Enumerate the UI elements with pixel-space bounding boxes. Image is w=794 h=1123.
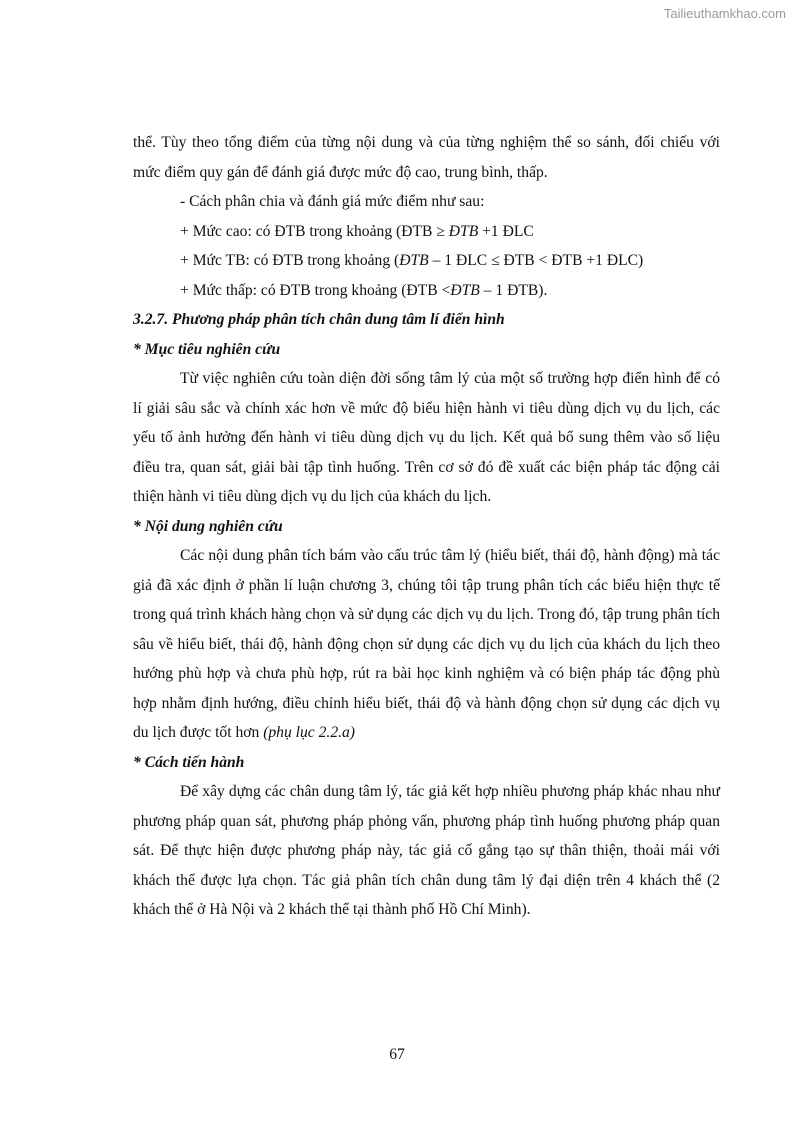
section-heading: 3.2.7. Phương pháp phân tích chân dung tâm lí điển hình [133,311,505,328]
paragraph-classification: - Cách phân chia và đánh giá mức điểm như sau: [180,193,485,210]
mean-symbol: ĐTB [448,222,479,240]
mean-symbol: ĐTB [399,252,429,269]
paragraph-content: Các nội dung phân tích bám vào cấu trúc tâm lý (hiểu biết, thái độ, hành động) mà tác giả đã xác định ở phần lí luận chương 3, chúng tôi tập trung phân tích các biểu hiện thực tế trong quá trình khách hàng chọn và sử dụng các dịch vụ du lịch. Trong đó, tập trung phân tích sâu về hiểu biết, thái độ, hành động chọn sử dụng các dịch vụ du lịch của khách du lịch theo hướng phù hợp và chưa phù hợp, rút ra bài học kinh nghiệm và có biện pháp tác động phù hợp nhằm định hướng, điều chỉnh hiểu biết, thái độ và hành động chọn sử dụng các dịch vụ du lịch được tốt hơn (phụ lục 2.2.a) [133,547,720,741]
subheading-content: * Nội dung nghiên cứu [133,517,283,535]
level-low: + Mức thấp: có ĐTB trong khoảng (ĐTB <ĐTB – 1 ĐTB). [180,281,548,299]
paragraph-intro: thể. Tùy theo tổng điểm của từng nội dung và của từng nghiệm thể so sánh, đối chiếu với mức điểm quy gán để đánh giá được mức độ cao, trung bình, thấp. [133,134,720,181]
paragraph-objectives: Từ việc nghiên cứu toàn diện đời sống tâm lý của một số trường hợp điển hình để có lí giải sâu sắc và chính xác hơn về mức độ biểu hiện hành vi tiêu dùng dịch vụ du lịch, các yếu tố ảnh hưởng đến hành vi tiêu dùng dịch vụ du lịch. Kết quả bổ sung thêm vào số liệu điều tra, quan sát, giải bài tập tình huống. Trên cơ sở đó đề xuất các biện pháp tác động cải thiện hành vi tiêu dùng dịch vụ du lịch của khách du lịch. [133,370,720,505]
subheading-objectives: * Mục tiêu nghiên cứu [133,340,281,358]
level-medium: + Mức TB: có ĐTB trong khoảng (ĐTB – 1 ĐLC ≤ ĐTB < ĐTB +1 ĐLC) [180,252,644,269]
page-number: 67 [389,1046,405,1063]
watermark: Tailieuthamkhao.com [663,6,786,21]
document-body [133,128,720,925]
appendix-reference: (phụ lục 2.2.a) [263,724,355,741]
level-high: + Mức cao: có ĐTB trong khoảng (ĐTB ≥ ĐTB +1 ĐLC [180,222,534,240]
paragraph-procedure: Để xây dựng các chân dung tâm lý, tác giả kết hợp nhiều phương pháp khác nhau như phương pháp quan sát, phương pháp phỏng vấn, phương pháp tình huống phương pháp quan sát. Để thực hiện được phương pháp này, tác giả cố gắng tạo sự thân thiện, thoải mái với khách thể được lựa chọn. Tác giả phân tích chân dung tâm lý đại diện trên 4 khách thể (2 khách thể ở Hà Nội và 2 khách thể tại thành phố Hồ Chí Minh). [133,783,720,918]
mean-symbol: ĐTB [450,281,480,299]
subheading-procedure: * Cách tiến hành [133,753,245,771]
